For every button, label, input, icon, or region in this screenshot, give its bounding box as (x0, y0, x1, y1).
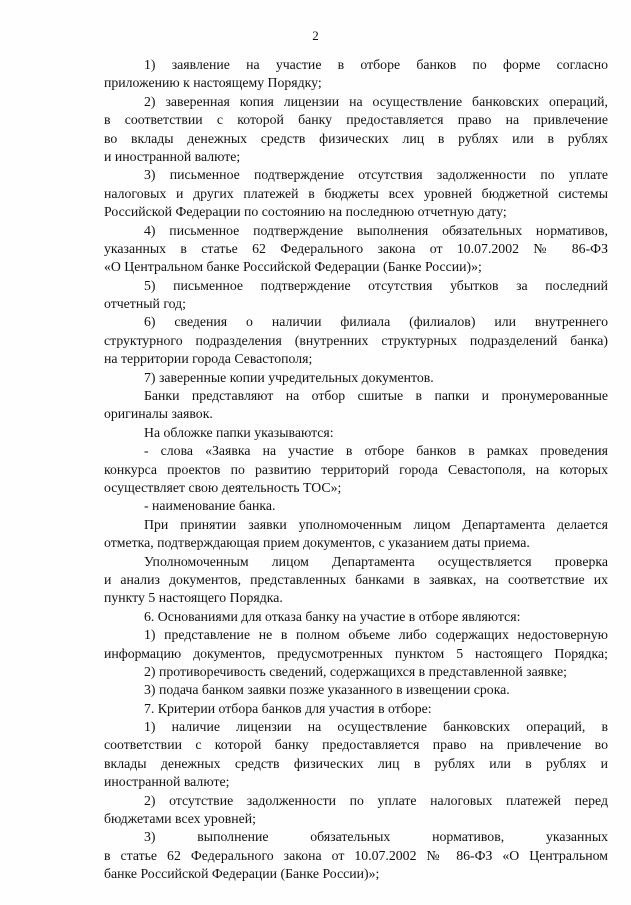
document-body (104, 56, 608, 884)
text-line: приложению к настоящему Порядку; (104, 75, 322, 91)
text-line: осуществляет свою деятельность ТОС»; (104, 479, 342, 495)
text-line: 7. Критерии отбора банков для участия в отборе: (144, 700, 432, 716)
text-line: информацию документов, предусмотренных пунктом 5 настоящего Порядка; (104, 645, 608, 661)
text-line: - наименование банка. (144, 498, 276, 514)
text-line: Российской Федерации по состоянию на последнюю отчетную дату; (104, 204, 507, 220)
text-line: 6) сведения о наличии филиала (филиалов) или внутреннего (144, 314, 608, 330)
page-number: 2 (312, 28, 319, 43)
text-line: соответствии с которой банку предоставляется право на привлечение во (104, 737, 608, 753)
text-line: 2) противоречивость сведений, содержащихся в представленной заявке; (144, 663, 567, 679)
text-line: в статье 62 Федерального закона от 10.07.2002 № 86-ФЗ «О Центральном (104, 847, 608, 863)
text-line: 2) отсутствие задолженности по уплате налоговых платежей перед (144, 792, 608, 808)
text-line: отчетный год; (104, 296, 186, 312)
text-line: На обложке папки указываются: (144, 424, 334, 440)
text-line: 1) представление не в полном объеме либо содержащих недостоверную (144, 627, 608, 643)
text-line: 6. Основаниями для отказа банку на участие в отборе являются: (144, 608, 521, 624)
text-line: вклады денежных средств физических лиц в рублях или в рублях и (104, 755, 608, 771)
text-line: конкурса проектов по развитию территорий города Севастополя, на которых (104, 461, 608, 477)
text-line: При принятии заявки уполномоченным лицом Департамента делается (144, 516, 608, 532)
text-line: во вклады денежных средств физических лиц в рублях или в рублях (104, 130, 608, 146)
text-line: бюджетами всех уровней; (104, 811, 256, 827)
text-line: 1) заявление на участие в отборе банков по форме согласно (144, 57, 608, 72)
text-line: оригиналы заявок. (104, 406, 213, 422)
text-line: структурного подразделения (внутренних структурных подразделений банка) (104, 332, 608, 348)
text-line: отметка, подтверждающая прием документов, с указанием даты приема. (104, 535, 530, 551)
text-line: банке Российской Федерации (Банке России)»; (104, 866, 380, 882)
text-line: и иностранной валюте; (104, 148, 241, 164)
text-line: налоговых и других платежей в бюджеты всех уровней бюджетной системы (104, 185, 608, 201)
text-line: в соответствии с которой банку предоставляется право на привлечение (104, 112, 608, 128)
text-line: 3) выполнение обязательных нормативов, указанных (144, 829, 608, 845)
text-line: указанных в статье 62 Федерального закона от 10.07.2002 № 86-ФЗ (104, 240, 608, 256)
text-line: и анализ документов, представленных банками в заявках, на соответствие их (104, 571, 608, 587)
text-line: 4) письменное подтверждение выполнения обязательных нормативов, (144, 222, 608, 238)
text-line: 7) заверенные копии учредительных документов. (144, 369, 434, 385)
text-line: на территории города Севастополя; (104, 351, 313, 367)
text-line: «О Центральном банке Российской Федерации (Банке России)»; (104, 259, 482, 275)
text-line: пункту 5 настоящего Порядка. (104, 590, 283, 606)
text-line: 1) наличие лицензии на осуществление банковских операций, в (144, 719, 608, 735)
text-line: иностранной валюте; (104, 774, 230, 790)
text-line: - слова «Заявка на участие в отборе банков в рамках проведения (144, 443, 608, 459)
text-line: Уполномоченным лицом Департамента осуществляется проверка (144, 553, 608, 569)
text-line: 3) подача банком заявки позже указанного в извещении срока. (144, 682, 510, 698)
text-line: 2) заверенная копия лицензии на осуществление банковских операций, (144, 93, 608, 109)
text-line: Банки представляют на отбор сшитые в папки и пронумерованные (144, 388, 608, 404)
text-line: 5) письменное подтверждение отсутствия убытков за последний (144, 277, 608, 293)
text-line: 3) письменное подтверждение отсутствия задолженности по уплате (144, 167, 608, 183)
